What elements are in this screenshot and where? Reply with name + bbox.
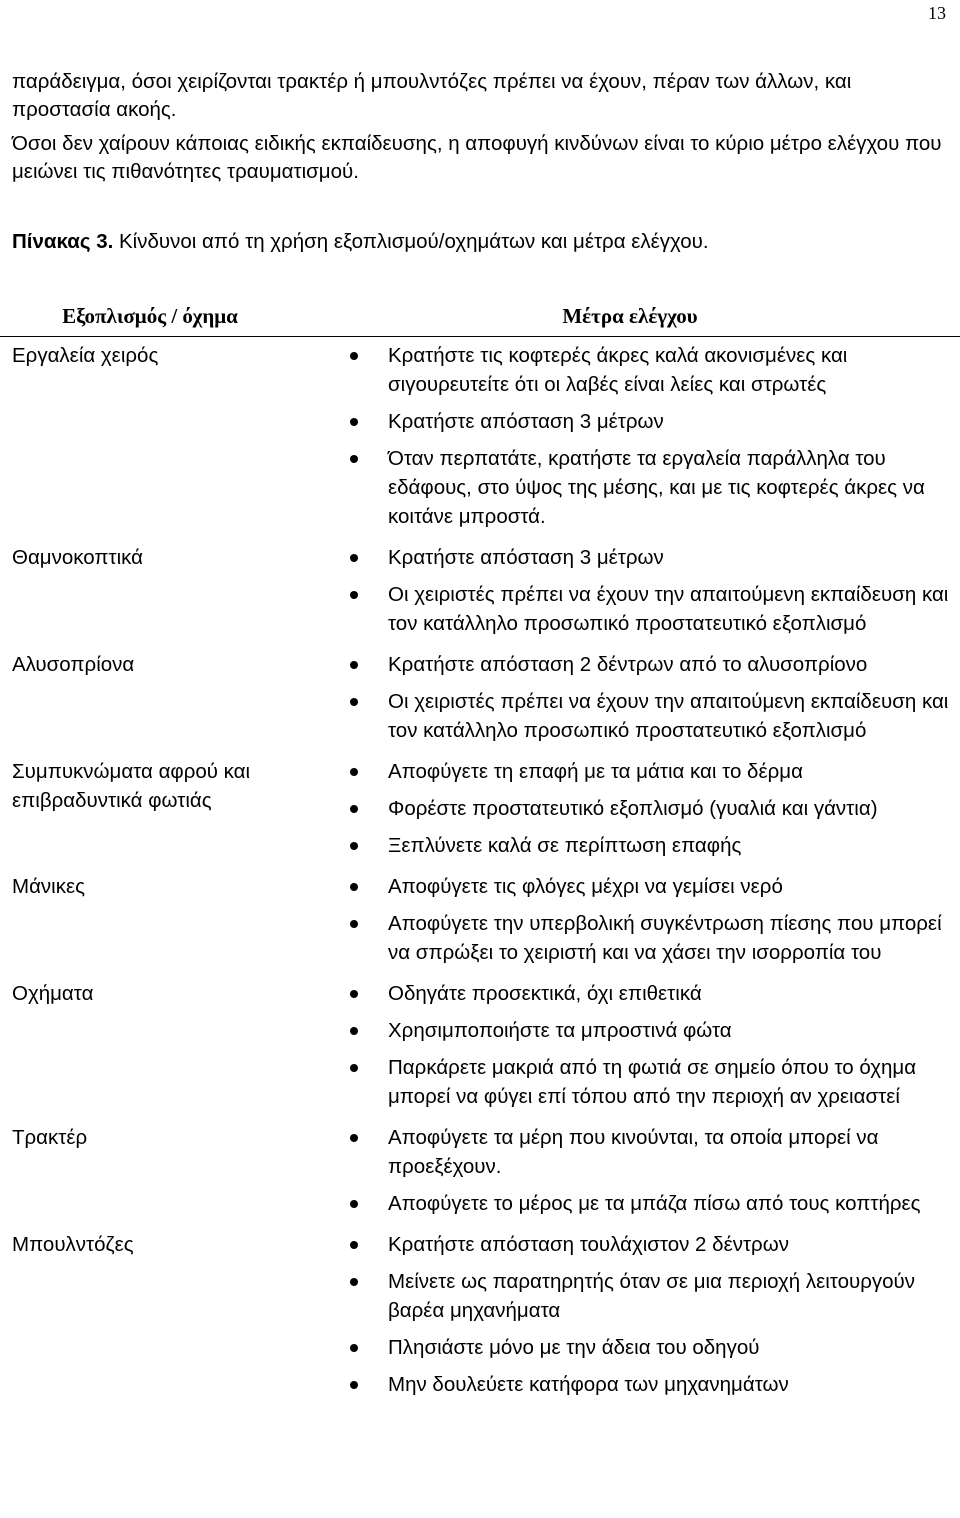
table-caption: [12, 228, 709, 256]
measures-list: [300, 1226, 960, 1399]
measures-cell: [300, 646, 960, 753]
header-measures: Μέτρα ελέγχου: [300, 296, 960, 337]
measure-item: Αποφύγετε το μέρος με τα μπάζα πίσω από τους κοπτήρες: [300, 1189, 960, 1218]
measure-item: Κρατήστε απόσταση τουλάχιστον 2 δέντρων: [300, 1230, 960, 1259]
measure-item: Κρατήστε απόσταση 3 μέτρων: [300, 543, 960, 572]
table-row-chainsaws: [0, 646, 960, 753]
table-row-hoses: [0, 868, 960, 975]
page-number: 13: [928, 3, 946, 23]
equipment-name: Μάνικες: [12, 875, 86, 898]
equipment-name: Μπουλντόζες: [12, 1233, 134, 1256]
measure-item: Οι χειριστές πρέπει να έχουν την απαιτούμενη εκπαίδευση και τον κατάλληλο προσωπικό προστατευτικό εξοπλισμό: [300, 580, 960, 638]
equipment-cell: [0, 1119, 300, 1226]
measure-item: Φορέστε προστατευτικό εξοπλισμό (γυαλιά και γάντια): [300, 794, 960, 823]
table-caption-label: Πίνακας 3.: [12, 230, 114, 253]
table-row-brush-cutters: [0, 539, 960, 646]
equipment-cell: [0, 868, 300, 975]
measure-item: Οι χειριστές πρέπει να έχουν την απαιτούμενη εκπαίδευση και τον κατάλληλο προσωπικό προστατευτικό εξοπλισμό: [300, 687, 960, 745]
measures-list: [300, 868, 960, 967]
equipment-name: Συμπυκνώματα αφρού και επιβραδυντικά φωτιάς: [12, 760, 251, 812]
equipment-name: Θαμνοκοπτικά: [12, 546, 144, 569]
measure-item: Οδηγάτε προσεκτικά, όχι επιθετικά: [300, 979, 960, 1008]
measure-item: Παρκάρετε μακριά από τη φωτιά σε σημείο όπου το όχημα μπορεί να φύγει επί τόπου από την περιοχή αν χρειαστεί: [300, 1053, 960, 1111]
header-equipment: Εξοπλισμός / όχημα: [0, 296, 300, 337]
equipment-cell: [0, 975, 300, 1119]
measures-list: [300, 1119, 960, 1218]
measure-item: Πλησιάστε μόνο με την άδεια του οδηγού: [300, 1333, 960, 1362]
table-caption-text: Κίνδυνοι από τη χρήση εξοπλισμού/οχημάτων και μέτρα ελέγχου.: [113, 230, 709, 253]
equipment-name: Οχήματα: [12, 982, 94, 1005]
measure-item: Αποφύγετε τα μέρη που κινούνται, τα οποία μπορεί να προεξέχουν.: [300, 1123, 960, 1181]
paragraph-hazard-avoidance: Όσοι δεν χαίρουν κάποιας ειδικής εκπαίδευσης, η αποφυγή κινδύνων είναι το κύριο μέτρο ελέγχου που μειώνει τις πιθανότητες τραυματισμού.: [12, 132, 942, 183]
table-row-bulldozers: [0, 1226, 960, 1399]
measures-cell: [300, 539, 960, 646]
measure-item: Μην δουλεύετε κατήφορα των μηχανημάτων: [300, 1370, 960, 1399]
equipment-cell: [0, 539, 300, 646]
equipment-name: Τρακτέρ: [12, 1126, 88, 1149]
measure-item: Κρατήστε απόσταση 2 δέντρων από το αλυσοπρίονο: [300, 650, 960, 679]
equipment-name: Εργαλεία χειρός: [12, 344, 159, 367]
measures-list: [300, 646, 960, 745]
measures-list: [300, 753, 960, 860]
measure-item: Αποφύγετε τις φλόγες μέχρι να γεμίσει νερό: [300, 872, 960, 901]
table-row-vehicles: [0, 975, 960, 1119]
measure-item: Μείνετε ως παρατηρητής όταν σε μια περιοχή λειτουργούν βαρέα μηχανήματα: [300, 1267, 960, 1325]
table-header-row: [0, 296, 960, 337]
measures-cell: [300, 337, 960, 540]
measure-item: Κρατήστε απόσταση 3 μέτρων: [300, 407, 960, 436]
measures-list: [300, 337, 960, 531]
measure-item: Όταν περπατάτε, κρατήστε τα εργαλεία παράλληλα του εδάφους, στο ύψος της μέσης, και με τις κοφτερές άκρες να κοιτάνε μπροστά.: [300, 444, 960, 531]
measure-item: Χρησιμποποιήστε τα μπροστινά φώτα: [300, 1016, 960, 1045]
measures-list: [300, 975, 960, 1111]
table-row-hand-tools: [0, 337, 960, 540]
measures-cell: [300, 1119, 960, 1226]
measure-item: Αποφύγετε τη επαφή με τα μάτια και το δέρμα: [300, 757, 960, 786]
measure-item: Κρατήστε τις κοφτερές άκρες καλά ακονισμένες και σιγουρευτείτε ότι οι λαβές είναι λείες και στρωτές: [300, 341, 960, 399]
table-row-foam-retardants: [0, 753, 960, 868]
measures-list: [300, 539, 960, 638]
measures-cell: [300, 868, 960, 975]
table-row-tractors: [0, 1119, 960, 1226]
equipment-name: Αλυσοπρίονα: [12, 653, 135, 676]
equipment-cell: [0, 753, 300, 868]
paragraph-hearing-protection: παράδειγμα, όσοι χειρίζονται τρακτέρ ή μπουλντόζες πρέπει να έχουν, πέραν των άλλων, και προστασία ακοής.: [12, 70, 852, 121]
equipment-cell: [0, 337, 300, 540]
measures-cell: [300, 975, 960, 1119]
measures-cell: [300, 753, 960, 868]
table-body: [0, 337, 960, 1400]
hazards-table: [0, 296, 960, 1399]
measures-cell: [300, 1226, 960, 1399]
equipment-cell: [0, 646, 300, 753]
equipment-cell: [0, 1226, 300, 1399]
measure-item: Ξεπλύνετε καλά σε περίπτωση επαφής: [300, 831, 960, 860]
measure-item: Αποφύγετε την υπερβολική συγκέντρωση πίεσης που μπορεί να σπρώξει το χειριστή και να χάσει την ισορροπία του: [300, 909, 960, 967]
